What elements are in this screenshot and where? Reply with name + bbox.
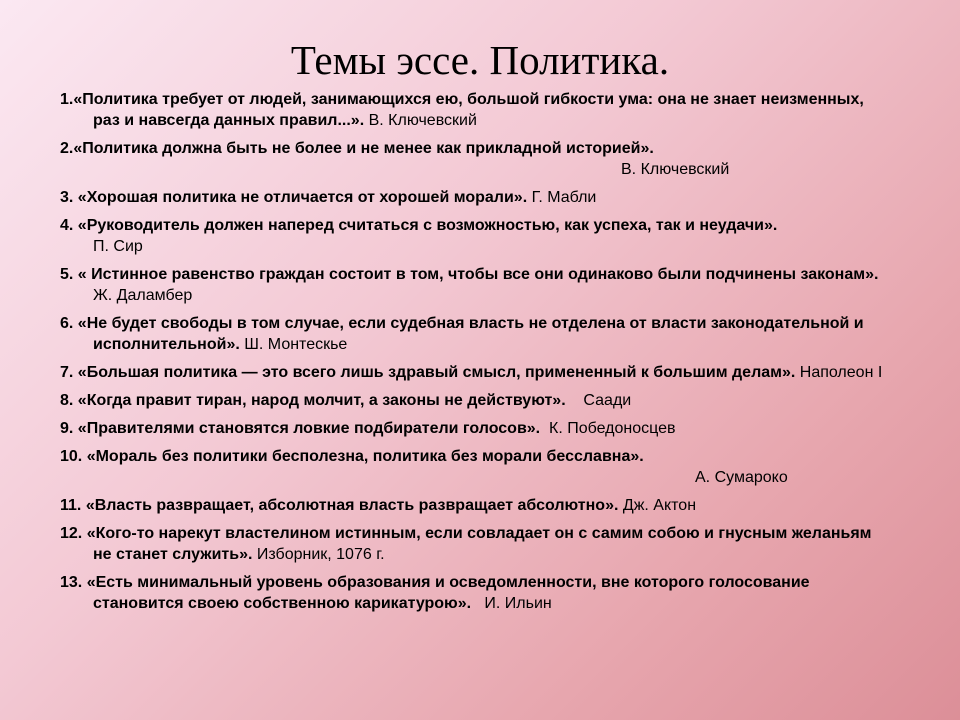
- quote-item: [60, 523, 890, 565]
- quote-number: 12.: [60, 525, 83, 542]
- quote-item: [60, 362, 890, 383]
- quote-author: Изборник, 1076 г.: [256, 546, 385, 563]
- quote-text: «Руководитель должен наперед считаться с возможностью, как успеха, так и неудачи».: [77, 217, 778, 234]
- quote-number: 11.: [60, 497, 82, 514]
- quote-number: 7.: [60, 364, 74, 381]
- quote-item: [60, 418, 890, 439]
- quote-number: 3.: [60, 189, 74, 206]
- quote-text: «Политика требует от людей, занимающихся ею, большой гибкости ума: она не знает неизменных, раз и навсегда данных правил...».: [73, 91, 864, 129]
- quote-number: 8.: [60, 392, 74, 409]
- quote-text: «Власть развращает, абсолютная власть развращает абсолютно».: [85, 497, 619, 514]
- quote-text: «Большая политика — это всего лишь здравый смысл, примененный к большим делам».: [77, 364, 796, 381]
- quote-author: А. Сумароко: [695, 469, 788, 486]
- quote-number: 10.: [60, 448, 83, 465]
- quote-item: [60, 89, 890, 131]
- quote-author: П. Сир: [93, 238, 143, 255]
- quote-item: [60, 313, 890, 355]
- page-title: Темы эссе. Политика.: [290, 37, 670, 83]
- quote-author: Наполеон I: [799, 364, 883, 381]
- quote-author: Дж. Актон: [622, 497, 697, 514]
- quote-number: 6.: [60, 315, 74, 332]
- quote-number: 2.: [60, 140, 74, 157]
- quote-number: 5.: [60, 266, 74, 283]
- quote-author: Саади: [583, 392, 632, 409]
- quote-text: «Хорошая политика не отличается от хорошей морали».: [77, 189, 528, 206]
- quote-author: И. Ильин: [484, 595, 552, 612]
- quote-item: [60, 572, 890, 614]
- quote-number: 1.: [60, 91, 74, 108]
- quote-item: [60, 138, 890, 180]
- quote-text: «Правителями становятся ловкие подбиратели голосов».: [77, 420, 541, 437]
- quote-text: «Кого-то нарекут властелином истинным, если совладает он с самим собою и гнусным желаньям не станет служить».: [86, 525, 872, 563]
- quote-text: «Не будет свободы в том случае, если судебная власть не отделена от власти законодательной и исполнительной».: [77, 315, 864, 353]
- quote-author: Ш. Монтескье: [244, 336, 348, 353]
- quote-list: [60, 89, 890, 621]
- quote-item: [60, 495, 890, 516]
- quote-author: Г. Мабли: [531, 189, 597, 206]
- quote-text: « Истинное равенство граждан состоит в том, чтобы все они одинаково были подчинены законам».: [77, 266, 879, 283]
- quote-author: В. Ключевский: [621, 161, 730, 178]
- quote-item: [60, 390, 890, 411]
- quote-author: К. Победоносцев: [549, 420, 676, 437]
- quote-item: [60, 187, 890, 208]
- quote-number: 13.: [60, 574, 83, 591]
- quote-number: 9.: [60, 420, 74, 437]
- quote-number: 4.: [60, 217, 74, 234]
- quote-text: «Политика должна быть не более и не менее как прикладной историей».: [73, 140, 654, 157]
- quote-author: Ж. Даламбер: [93, 287, 193, 304]
- quote-item: [60, 264, 890, 306]
- quote-item: [60, 446, 890, 488]
- quote-author: В. Ключевский: [368, 112, 477, 129]
- quote-item: [60, 215, 890, 257]
- quote-text: «Есть минимальный уровень образования и осведомленности, вне которого голосование становится своею собственною карикатурою».: [86, 574, 810, 612]
- quote-text: «Когда правит тиран, народ молчит, а законы не действуют».: [77, 392, 566, 409]
- quote-text: «Мораль без политики бесполезна, политика без морали бесславна».: [86, 448, 644, 465]
